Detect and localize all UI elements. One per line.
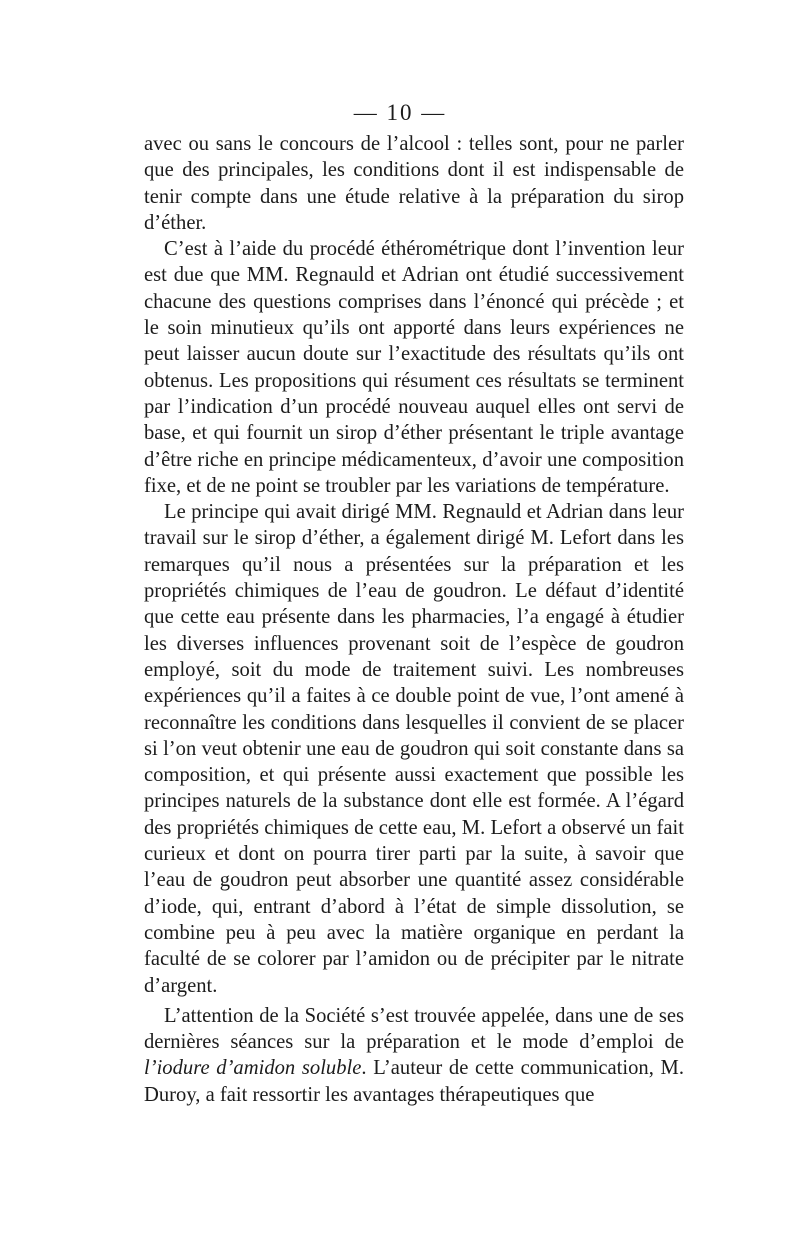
paragraph-1: avec ou sans le concours de l’alcool : telles sont, pour ne parler que des principales, les conditions dont il est indispensable de tenir compte dans une étude relative à la préparation du sirop d’éther. — [144, 133, 684, 234]
paragraph-3: Le principe qui avait dirigé MM. Regnauld et Adrian dans leur travail sur le sirop d’éther, a également dirigé M. Lefort dans les remarques qu’il nous a présentées sur la préparation et les propriétés chimiques de l’eau de goudron. Le défaut d’identité que cette eau présente dans les pharmacies, l’a engagé à étudier les diverses influences provenant soit de l’espèce de goudron employé, soit du mode de traitement suivi. Les nombreuses expériences qu’il a faites à ce double point de vue, l’ont amené à reconnaître les conditions dans lesquelles il convient de se placer si l’on veut obtenir une eau de goudron qui soit constante dans sa composition, et qui présente aussi exactement que possible les principes naturels de la substance dont elle est formée. A l’égard des propriétés chimiques de cette eau, M. Lefort a observé un fait curieux et dont on pourra tirer parti par la suite, à savoir que l’eau de goudron peut absorber une quantité assez considérable d’iode, qui, entrant d’abord à l’état de simple dissolution, se combine peu à peu avec la matière organique en perdant la faculté de se colorer par l’amidon ou de précipiter par le nitrate d’argent. — [144, 501, 684, 997]
italic-term: l’iodure d’amidon soluble — [144, 1057, 362, 1080]
paragraph-4 — [144, 1003, 684, 1108]
paragraph-2: C’est à l’aide du procédé éthérométrique dont l’invention leur est due que MM. Regnauld et Adrian ont étudié successivement chacune des questions comprises dans l’énoncé qui précède ; et le soin minutieux qu’ils ont apporté dans leurs expériences ne peut laisser aucun doute sur l’exactitude des résultats qu’ils ont obtenus. Les propositions qui résument ces résultats se terminent par l’indication d’un procédé nouveau auquel elles ont servi de base, et qui fournit un sirop d’éther présentant le triple avantage d’être riche en principe médicamenteux, d’avoir une composition fixe, et de ne point se troubler par les variations de température. — [144, 238, 684, 497]
paragraph-4-end: . L’auteur de cette communication, M. Duroy, a fait ressortir les avantages thérapeutiques que — [144, 1057, 684, 1106]
page-number: — 10 — — [353, 100, 447, 125]
body-text — [144, 131, 684, 1108]
paragraph-4-start: L’attention de la Société s’est trouvée appelée, dans une de ses dernières séances sur la préparation et le mode d’emploi de — [144, 1004, 684, 1054]
